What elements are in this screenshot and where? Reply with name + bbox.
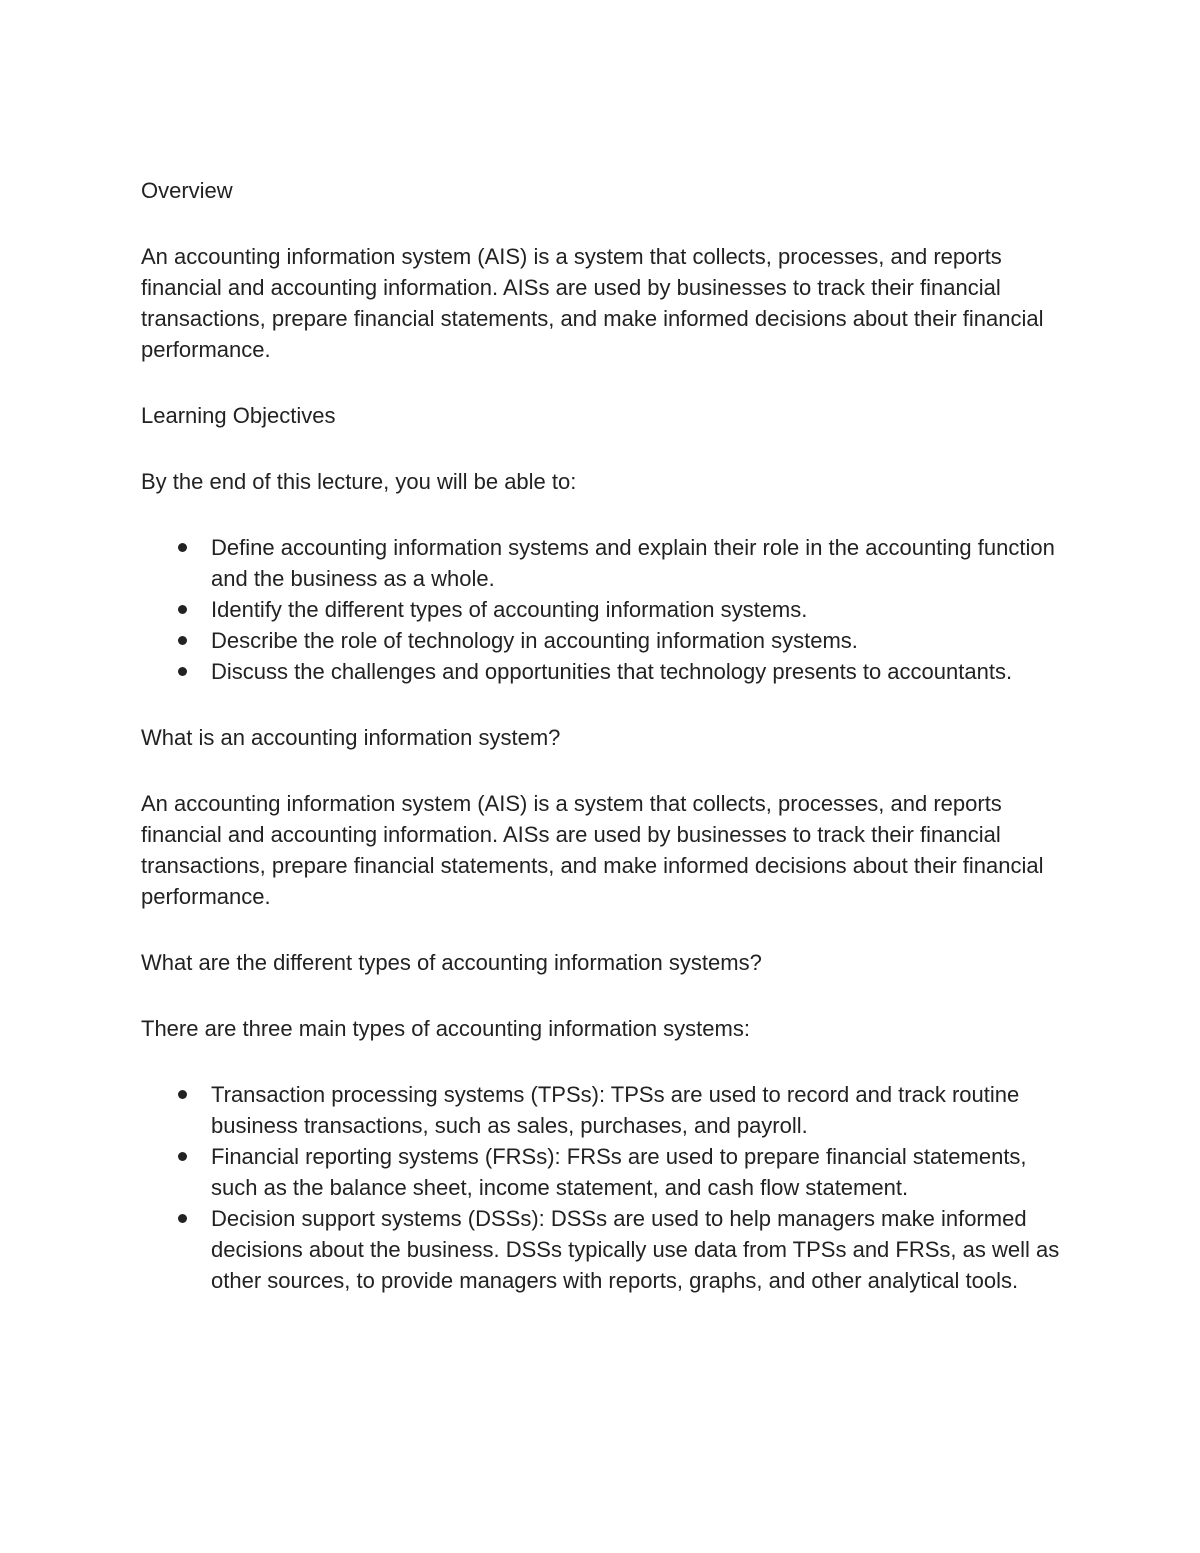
list-item (211, 1203, 1071, 1296)
overview-paragraph: An accounting information system (AIS) is a system that collects, processes, and reports financial and accounting information. AISs are used by businesses to track their financial transactions, prepare financial statements, and make informed decisions about their financial performance. (141, 244, 1044, 362)
bullet-icon (178, 1152, 187, 1161)
bullet-icon (178, 543, 187, 552)
list-item-text: Describe the role of technology in accounting information systems. (211, 628, 858, 653)
types-intro: There are three main types of accounting information systems: (141, 1016, 750, 1041)
bullet-icon (178, 1214, 187, 1223)
list-item-text: Transaction processing systems (TPSs): TPSs are used to record and track routine business transactions, such as sales, purchases, and payroll. (211, 1082, 1020, 1138)
list-item-text: Financial reporting systems (FRSs): FRSs are used to prepare financial statements, such as the balance sheet, income statement, and cash flow statement. (211, 1144, 1027, 1200)
list-item-text: Discuss the challenges and opportunities that technology presents to accountants. (211, 659, 1013, 684)
list-item-text: Decision support systems (DSSs): DSSs are used to help managers make informed decisions about the business. DSSs typically use data from TPSs and FRSs, as well as other sources, to provide managers with reports, graphs, and other analytical tools. (211, 1206, 1060, 1293)
list-item (211, 532, 1071, 594)
list-item (211, 1141, 1071, 1203)
what-is-ais-paragraph: An accounting information system (AIS) is a system that collects, processes, and reports financial and accounting information. AISs are used by businesses to track their financial transactions, prepare financial statements, and make informed decisions about their financial performance. (141, 791, 1044, 909)
overview-heading: Overview (141, 178, 233, 203)
list-item (211, 656, 1071, 687)
bullet-icon (178, 667, 187, 676)
learning-objectives-heading: Learning Objectives (141, 403, 336, 428)
learning-objectives-list (141, 532, 1071, 687)
list-item (211, 625, 1071, 656)
what-is-ais-heading: What is an accounting information system? (141, 725, 561, 750)
types-heading: What are the different types of accounting information systems? (141, 950, 762, 975)
learning-objectives-intro: By the end of this lecture, you will be able to: (141, 469, 577, 494)
bullet-icon (178, 1090, 187, 1099)
bullet-icon (178, 636, 187, 645)
list-item (211, 1079, 1071, 1141)
types-list (141, 1079, 1071, 1296)
document-page (141, 175, 1071, 1331)
list-item (211, 594, 1071, 625)
bullet-icon (178, 605, 187, 614)
list-item-text: Define accounting information systems and explain their role in the accounting function and the business as a whole. (211, 535, 1055, 591)
list-item-text: Identify the different types of accounting information systems. (211, 597, 808, 622)
